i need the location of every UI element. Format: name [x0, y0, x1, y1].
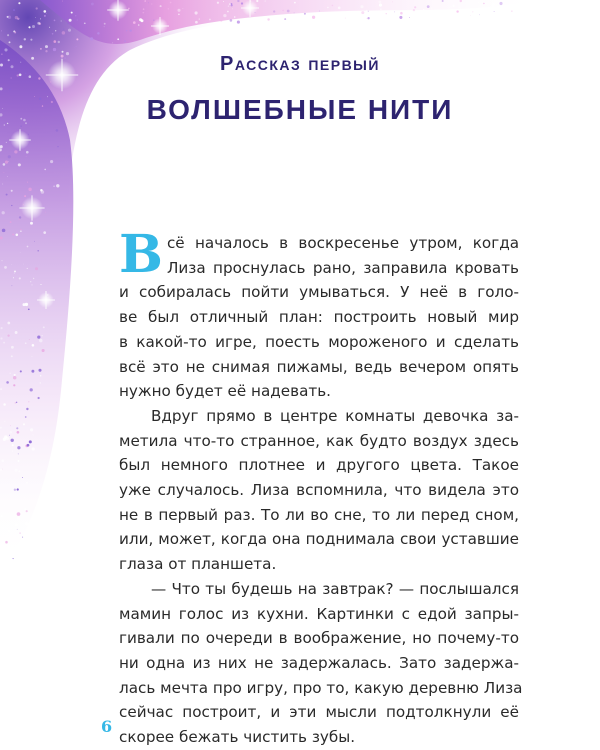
text-line: гивали по очереди в воображение, но почему-то [119, 629, 519, 648]
text-line: не в первый раз. То ли во сне, то ли перед сном, [119, 505, 519, 524]
text-line: мамин голос из кухни. Картинки с едой запры- [119, 604, 519, 623]
text-line: сё началось в воскресенье утром, когда [166, 234, 519, 252]
drop-cap: В [119, 224, 163, 285]
text-line: лась мечта про игру, про то, какую деревню Лиза [119, 678, 523, 697]
text-line: — Что ты будешь на завтрак? — послышался [151, 579, 519, 598]
chapter-title: ВОЛШЕБНЫЕ НИТИ [146, 94, 454, 125]
text-line: скорее бежать чистить зубы. [119, 728, 356, 747]
paragraph-2 [119, 404, 519, 577]
paragraph-1 [119, 224, 519, 404]
text-line: ве был отличный план: построить новый мир [119, 308, 519, 327]
story-text [119, 224, 523, 750]
text-line: ни одна из них не задержалась. Зато задержа- [119, 653, 519, 672]
page-number: 6 [101, 717, 113, 736]
text-line: сейчас построит, и эти мысли подтолкнули её [119, 703, 519, 722]
text-line: и собиралась пойти умываться. У неё в голо- [119, 283, 519, 302]
text-line: глаза от планшета. [119, 555, 277, 574]
text-line: или, может, когда она поднимала свои уставшие [119, 530, 519, 549]
text-line: уже случалось. Лиза вспомнила, что видела это [119, 481, 519, 500]
text-line: Вдруг прямо в центре комнаты девочка за- [151, 406, 519, 425]
text-line: Лиза проснулась рано, заправила кровать [166, 258, 519, 277]
text-line: всё это не снимая пижамы, ведь вечером опять [119, 357, 519, 376]
text-line: в какой-то игре, поесть мороженого и сделать [119, 332, 519, 351]
chapter-kicker: Рассказ первый [220, 53, 380, 75]
text-line: был немного плотнее и другого цвета. Такое [119, 456, 519, 475]
text-line: нужно будет её надевать. [119, 382, 332, 401]
paragraph-3 [119, 577, 523, 750]
text-line: метила что-то странное, как будто воздух здесь [119, 431, 519, 450]
